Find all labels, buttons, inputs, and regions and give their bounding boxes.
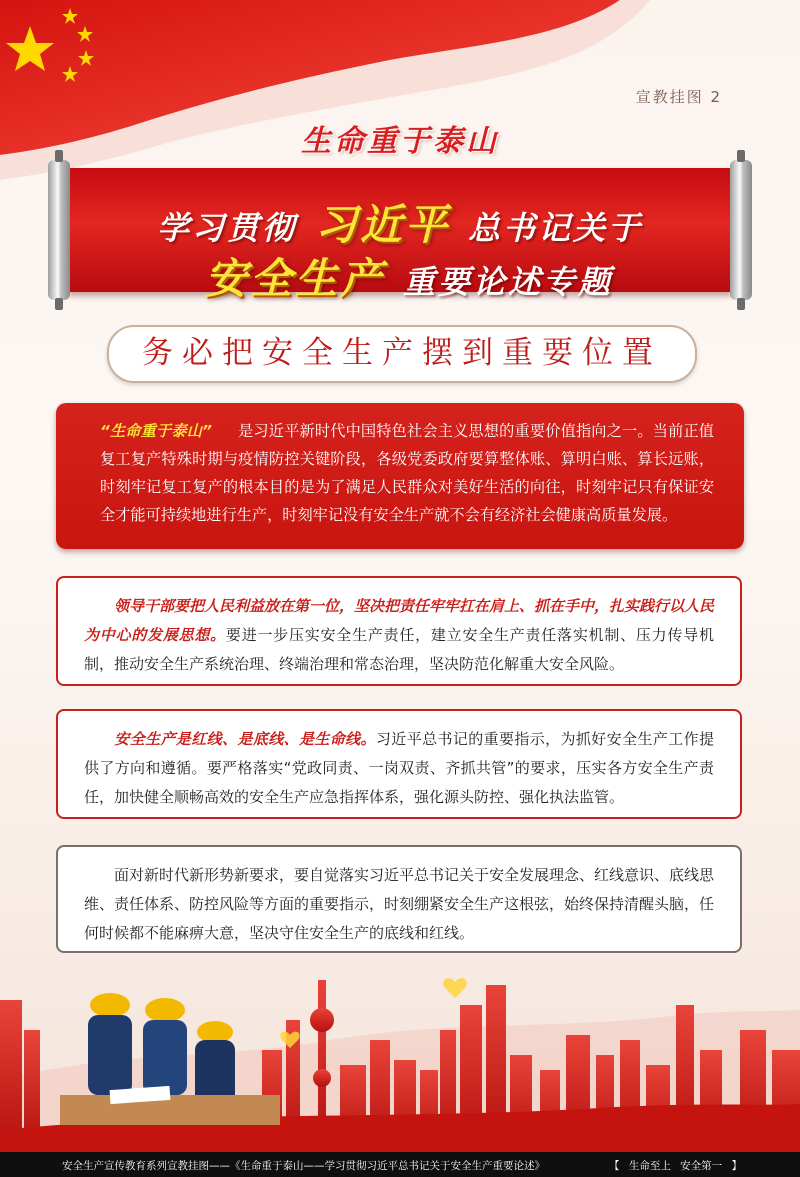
banner-highlight: 安全生产 xyxy=(204,254,385,303)
banner-text: 重要论述专题 xyxy=(403,263,614,301)
banner-text: 学习贯彻 xyxy=(156,209,297,247)
redline-text: 习近平总书记的重要指示，为抓好安全生产工作提供了方向和遵循。要严格落实“党政同责、一岗双责、齐抓共管”的要求，压实各方安全生产责任，加快健全顺畅高效的安全生产应急指挥体系，强化源头防控、强化执法监管。 xyxy=(84,730,714,806)
scroll-roller-left xyxy=(48,160,70,300)
leaders-emphasis: 领导干部要把人民利益放在第一位，坚决把责任牢牢扛在肩上、抓在手中，扎实践行以人民为中心的发展思想。 xyxy=(84,597,715,644)
new-era-text: 面对新时代新形势新要求，要自觉落实习近平总书记关于安全发展理念、红线意识、底线思维、责任体系、防控风险等方面的重要指示，时刻绷紧安全生产这根弦，始终保持清醒头脑，任何时候都不能麻痹大意，坚决守住安全生产的底线和红线。 xyxy=(84,866,715,942)
scroll-banner xyxy=(40,160,760,303)
banner-line-1 xyxy=(68,192,732,252)
footer-series-title: 安全生产宣传教育系列宣教挂图——《生命重于泰山——学习贯彻习近平总书记关于安全生产重要论述》 xyxy=(62,1160,545,1172)
poster-code: 宣教挂图 2 xyxy=(635,88,722,106)
intro-highlight: “生命重于泰山” xyxy=(100,422,212,440)
scroll-roller-right xyxy=(730,160,752,300)
slogan-title: 生命重于泰山 xyxy=(301,124,499,159)
banner-text: 总书记关于 xyxy=(468,209,644,247)
heart-icon xyxy=(443,978,467,998)
footer-motto: 【 生命至上 安全第一 】 xyxy=(608,1160,742,1172)
leaders-text: 要进一步压实安全生产责任，建立安全生产责任落实机制、压力传导机制，推动安全生产系统治理、终端治理和常态治理，坚决防范化解重大安全风险。 xyxy=(84,626,714,673)
redline-box xyxy=(56,709,742,819)
intro-text: 是习近平新时代中国特色社会主义思想的重要价值指向之一。当前正值复工复产特殊时期与疫情防控关键阶段，各级党委政府要算整体账、算明白账、算长远账，时刻牢记复工复产的根本目的是为了满足人民群众对美好生活的向往，时刻牢记只有保证安全才能可持续地进行生产，时刻牢记没有安全生产就不会有经济社会健康高质量发展。 xyxy=(100,422,714,524)
banner-line-2 xyxy=(68,246,732,306)
footer-bar xyxy=(0,1152,800,1177)
leaders-box xyxy=(56,576,742,686)
intro-box xyxy=(56,403,744,549)
banner-background xyxy=(68,168,732,303)
redline-emphasis: 安全生产是红线、是底线、是生命线。 xyxy=(114,730,376,748)
new-era-box xyxy=(56,845,742,953)
section-heading: 务必把安全生产摆到重要位置 xyxy=(107,325,697,383)
banner-highlight: 习近平 xyxy=(314,200,450,249)
city-skyline-illustration xyxy=(0,960,800,1160)
